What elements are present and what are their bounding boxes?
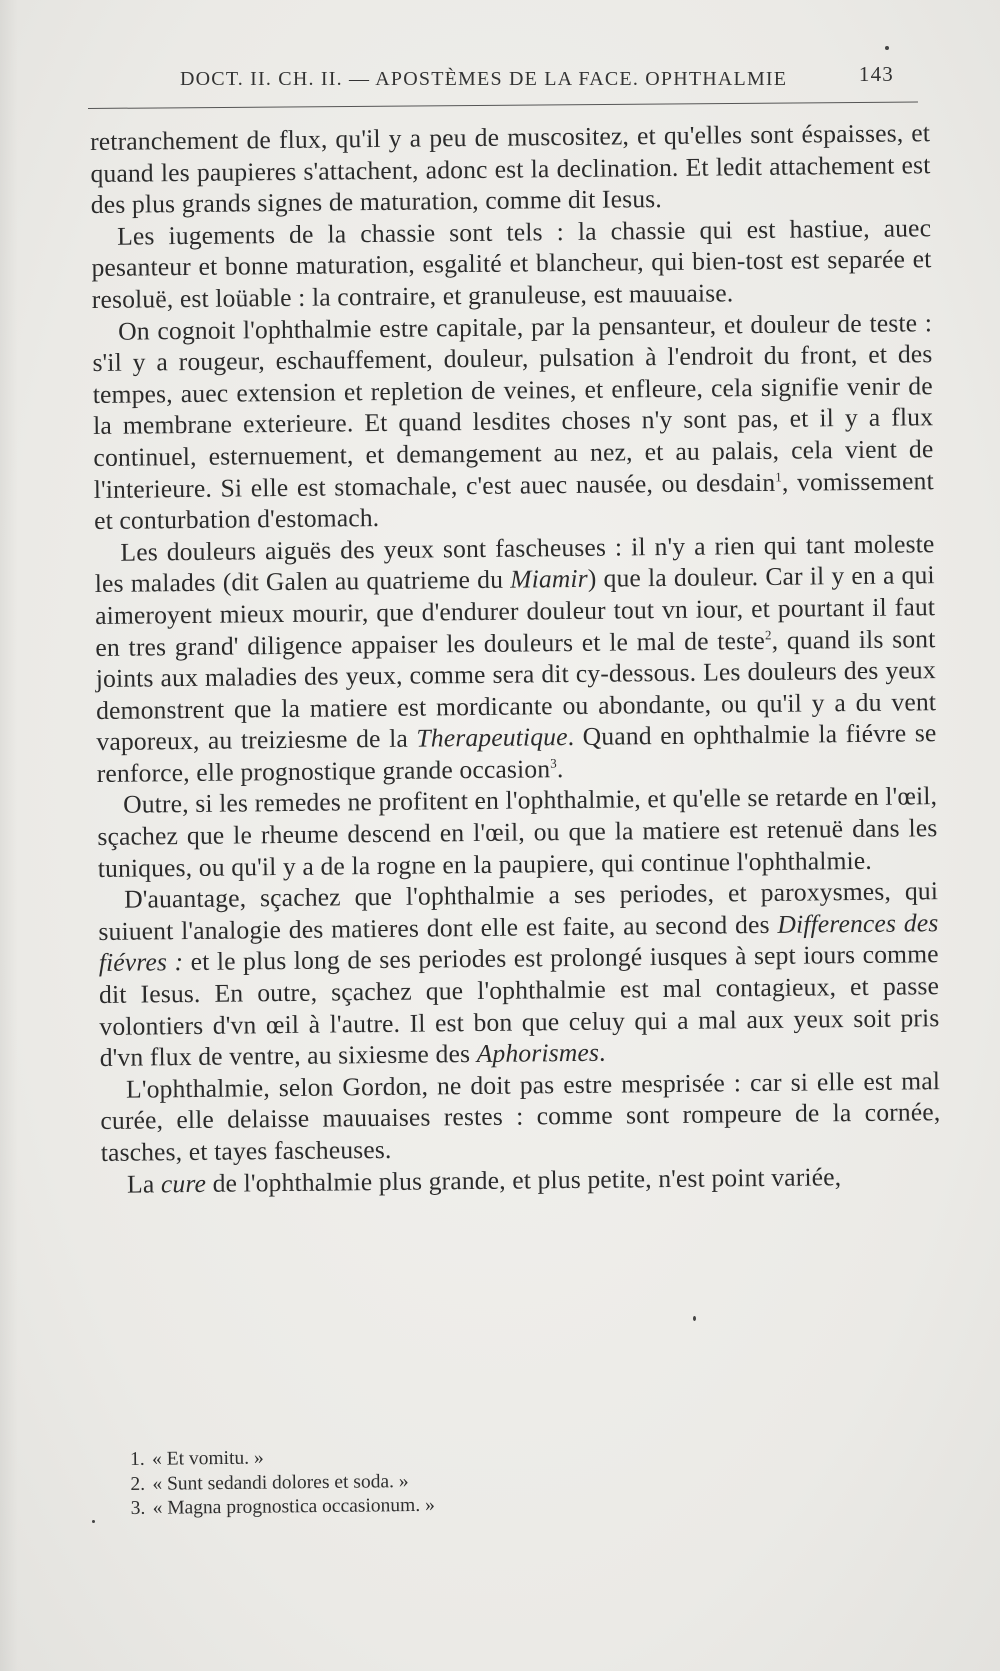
header-rule: [88, 101, 918, 109]
body-text: [90, 117, 941, 1200]
footnote-ref: 3: [550, 755, 557, 771]
paragraph: retranchement de flux, qu'il y a peu de muscositez, et qu'elles sont éspaisses, et quand les paupieres s'attachent, adonc est la declination. Et ledit attachement est des plus grands signes de maturation, comme dit Iesus.: [90, 118, 931, 220]
paragraph: La cure de l'ophthalmie plus grande, et plus petite, n'est point variée,: [126, 1161, 842, 1199]
footnote: 3. « Magna prognostica occasionum. »: [130, 1494, 435, 1519]
footnotes: [130, 1442, 731, 1522]
italic-word: cure: [160, 1168, 207, 1198]
paragraph: On cognoit l'ophthalmie estre capitale, par la pensanteur, et douleur de teste : s'il y a rougeur, eschauffement, douleur, pulsation à l'endroit du front, et des tempes, auec extension et repletion de veines, et enfleure, cela signifie venir de la membrane exterieure. Et quand lesdites choses n'y sont pas, et il y a flux continuel, esternuement, et demangement au nez, et au palais, cela vient de l'interieure. Si elle est stomachale, c'est auec nausée, ou desdain$^1$, vomissement et conturbation d'estomach.: [92, 307, 934, 536]
footnote-ref: 1: [775, 468, 782, 484]
italic-title: Aphorismes: [476, 1037, 600, 1069]
paragraph: Les iugements de la chassie sont tels : la chassie qui est hastiue, auec pesanteur et bonne maturation, esgalité et blancheur, qui bien-tost est separée et resoluë, est loüable : la contraire, et granuleuse, est mauuaise.: [91, 212, 932, 314]
paragraph: L'ophthalmie, selon Gordon, ne doit pas estre mesprisée : car si elle est mal curée, elle delaisse mauuaises restes : comme sont rompeure de la cornée, tasches, et tayes fascheuses.: [100, 1065, 941, 1167]
ink-speck: [885, 46, 889, 50]
footnote: 2. « Sunt sedandi dolores et soda. »: [130, 1470, 409, 1495]
page-number: 143: [858, 62, 894, 86]
italic-title: Therapeutique: [416, 722, 568, 753]
paragraph: Outre, si les remedes ne profitent en l'ophthalmie, et qu'elle se retarde en l'œil, sçachez que le rheume descend en l'œil, ou que la matiere est retenuë dans les tuniques, ou qu'il y a de la rogne en la paupiere, qui continue l'ophthalmie.: [97, 781, 938, 883]
ink-speck: [92, 1520, 95, 1523]
ink-speck: [693, 1316, 696, 1321]
running-title: DOCT. II. CH. II. — APOSTÈMES DE LA FACE. OPHTHALMIE: [180, 68, 788, 90]
italic-title: Differences des fiévres :: [98, 908, 939, 978]
italic-title: Miamir: [509, 564, 588, 594]
paragraph: Les douleurs aiguës des yeux sont fascheuses : il n'y a rien qui tant moleste les malades (dit Galen au quatrieme du Miamir) que la douleur. Car il y en a qui aimeroyent mieux mourir, que d'endurer douleur tout vn iour, et pourtant il faut en tres grand' diligence appaiser les douleurs et le mal de teste$^2$, quand ils sont joints aux maladies des yeux, comme sera dit cy-dessous. Les douleurs des yeux demonstrent que la matiere est mordicante ou abondante, ou qu'il y a du vent vaporeux, au treiziesme de la Therapeutique. Quand en ophthalmie la fiévre se renforce, elle prognostique grande occasion$^3$.: [94, 528, 937, 788]
footnote: 1. « Et vomitu. »: [130, 1447, 264, 1470]
running-header: [180, 62, 900, 96]
paragraph: D'auantage, sçachez que l'ophthalmie a ses periodes, et paroxysmes, qui suiuent l'analogie des matieres dont elle est faite, au second des Differences des fiévres : et le plus long de ses periodes est prolongé iusques à sept iours comme dit Iesus. En outre, sçachez que l'ophthalmie est mal contagieux, et passe volontiers d'vn œil à l'autre. Il est bon que celuy qui a mal aux yeux soit pris d'vn flux de ventre, au sixiesme des Aphorismes.: [98, 876, 940, 1073]
footnote-ref: 2: [764, 626, 772, 642]
